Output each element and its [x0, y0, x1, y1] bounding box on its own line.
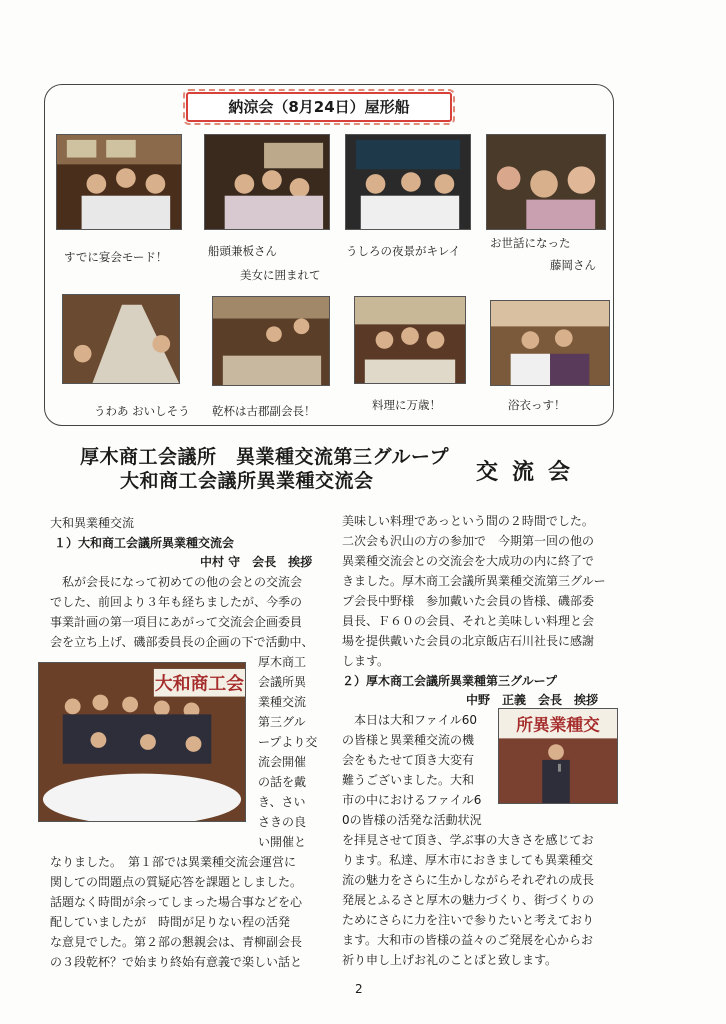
caption-6: 乾杯は古郡副会長！	[212, 404, 316, 418]
left-line: 流会開催	[258, 755, 307, 769]
left-line: さきの良	[258, 815, 307, 829]
right-line: を拝見させて頂き、学ぶ事の大きさを感じてお	[342, 833, 594, 847]
left-line: の３段乾杯？で始まり終始有意義で楽しい話と	[50, 955, 303, 969]
left-line: 関しての問題点の質疑応答を課題としました。	[50, 875, 303, 889]
right-line: します。	[342, 654, 390, 668]
caption-4b: 藤岡さん	[550, 258, 596, 272]
subsection-1-heading: １）大和商工会議所異業種交流会	[54, 536, 235, 550]
left-line: 会議所異	[258, 675, 307, 689]
left-line: なりました。 第１部では異業種交流会運営に	[50, 855, 297, 869]
right-line: ためにさらに力を注いで参りたいと考えており	[342, 913, 595, 927]
left-line: き、さい	[258, 795, 306, 809]
right-line: 員長、Ｆ６０の会員、それと美味しい料理と会	[342, 614, 595, 628]
event-photo-2	[204, 134, 330, 230]
right-line: 場を提供戴いた会員の北京飯店石川社長に感謝	[342, 634, 595, 648]
right-line: 二次会も沢山の方の参加で 今期第一回の他の	[342, 534, 595, 548]
caption-1: すでに宴会モード！	[64, 250, 168, 264]
event-photo-4	[486, 134, 606, 230]
subsection-2-heading: ２）厚木商工会議所異業種第三グループ	[342, 674, 558, 688]
left-line: な意見でした。第２部の懇親会は、青柳副会長	[50, 935, 303, 949]
right-line: 市の中におけるファイル6	[342, 793, 482, 807]
caption-2b: 美女に囲まれて	[240, 268, 321, 282]
right-line: ります。私達、厚木市におきましても異業種交	[342, 853, 594, 867]
speaker-photo-right	[498, 708, 618, 804]
left-line: 配していましたが 時間が足りない程の活発	[50, 915, 291, 929]
article-heading-line2: 大和商工会議所異業種交流会	[120, 470, 374, 492]
left-line: 第三グル	[258, 715, 306, 729]
left-line: い開催と	[258, 835, 307, 849]
right-line: ます。大和市の皆様の益々のご発展を心からお	[342, 933, 594, 947]
right-line: 祈り申し上げお礼のことばと致します。	[342, 953, 558, 967]
right-line: 難うございました。大和	[342, 773, 475, 787]
article-heading-line1: 厚木商工会議所 異業種交流第三グループ	[80, 446, 449, 468]
event-photo-1	[56, 134, 182, 230]
left-line: ープより交	[258, 735, 318, 749]
caption-5: うわあ おいしそう	[94, 404, 190, 418]
left-line: 私が会長になって初めての他の会との交流会	[50, 575, 303, 589]
left-line: でした、前回より３年も経ちましたが、今季の	[50, 595, 303, 609]
right-line: きました。厚木商工会議所異業種交流第三グルー	[342, 574, 606, 588]
photo-sign-right: 所異業種交	[516, 715, 600, 735]
left-line: 業種交流	[258, 695, 307, 709]
right-line: プ会長中野様 参加戴いた会員の皆様、磯部委	[342, 594, 595, 608]
right-line: 異業種交流会との交流会を大成功の内に終了で	[342, 554, 595, 568]
left-line: 厚木商工	[258, 655, 307, 669]
page-number: 2	[355, 982, 363, 996]
event-photo-5	[62, 294, 180, 384]
article-heading-right: 交流会	[476, 460, 585, 485]
speaker-1: 中村 守 会長 挨拶	[200, 555, 313, 569]
caption-7: 料理に万歳！	[372, 398, 441, 412]
right-line: 本日は大和ファイル60	[342, 713, 478, 727]
right-line: 流の魅力をさらに生かしながらそれぞれの成長	[342, 873, 595, 887]
caption-3: うしろの夜景がキレイ	[346, 244, 461, 258]
right-line: 会をもたせて頂き大変有	[342, 753, 475, 767]
caption-4a: お世話になった	[490, 236, 571, 250]
right-line: の皆様と異業種交流の機	[342, 733, 475, 747]
right-line: 0の皆様の活発な活動状況	[342, 813, 482, 827]
event-photo-3	[345, 134, 471, 230]
left-line: 話題なく時間が余ってしまった場合事などを心	[50, 895, 303, 909]
left-line: 会を立ち上げ、磯部委員長の企画の下で活動中、	[50, 635, 314, 649]
event-photo-8	[490, 300, 610, 386]
left-line: 事業計画の第一項目にあがって交流会企画委員	[50, 615, 303, 629]
left-line: の話を戴	[258, 775, 307, 789]
event-photo-6	[212, 296, 330, 386]
section-label: 大和異業種交流	[50, 516, 135, 530]
right-line: 美味しい料理であっという間の２時間でした。	[342, 514, 594, 528]
caption-8: 浴衣っす！	[508, 398, 566, 412]
event-photo-7	[354, 296, 466, 384]
event-box-title: 納涼会（8月24日）屋形船	[186, 92, 452, 122]
meeting-photo-left	[38, 662, 246, 822]
speaker-2: 中野 正義 会長 挨拶	[466, 693, 599, 707]
caption-2a: 船頭兼板さん	[208, 244, 277, 258]
photo-sign-left: 大和商工会	[154, 673, 245, 695]
right-line: 発展とふるさと厚木の魅力づくり、街づくりの	[342, 893, 595, 907]
